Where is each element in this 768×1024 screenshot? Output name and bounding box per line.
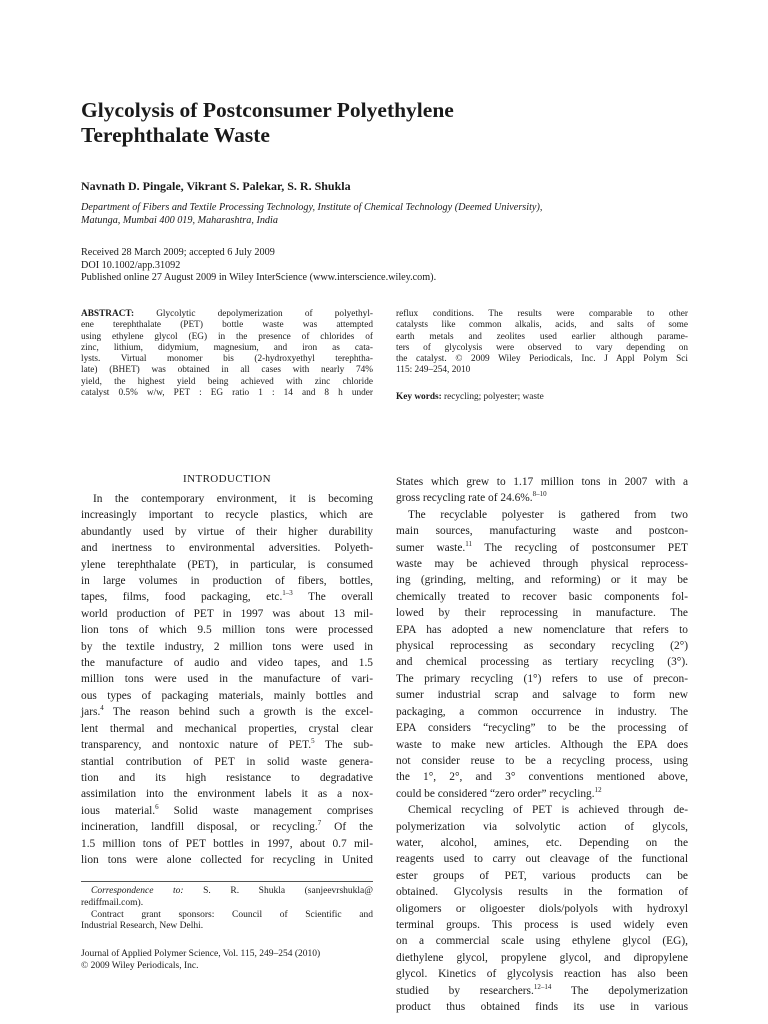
abstract-line: earth metals and zeolites used earlier although parame-	[396, 331, 688, 342]
footnote-line: Contract grant sponsors: Council of Scientific and	[91, 909, 373, 920]
body-line: jars.$^4$ The reason behind such a growth is the excel-	[81, 704, 373, 719]
body-line: could be considered “zero order” recycling.$^{12}$	[396, 785, 602, 800]
body-line: ious material.$^6$ Solid waste management comprises	[81, 802, 374, 817]
section-heading-introduction: INTRODUCTION	[183, 473, 271, 485]
correspondence-footnote	[81, 881, 373, 933]
keywords-label: Key words:	[396, 392, 442, 402]
footnote-line: rediffmail.com).	[81, 897, 144, 908]
body-line: abundantly used by virtue of their higher durability	[81, 525, 373, 538]
body-line: the manufacture of audio and video tapes, and 1.5	[81, 657, 373, 670]
journal-citation: Journal of Applied Polymer Science, Vol. 115, 249–254 (2010)	[81, 949, 321, 959]
body-line: EPA considers “recycling” to be the processing of	[396, 722, 688, 735]
body-left-column	[81, 491, 373, 868]
body-line: reagents used to carry out cleavage of the functional	[396, 853, 688, 866]
abstract-right-column	[396, 309, 688, 377]
body-line: increasingly important to recycle plastics, which are	[81, 509, 373, 522]
title-line: Terephthalate Waste	[81, 123, 270, 147]
body-line: assimilation into the environment labels it as a nox-	[81, 788, 373, 801]
body-line: lion tons were alone collected for recycling in United	[81, 853, 373, 866]
body-line: polymerization via solvolytic action of glycols,	[396, 820, 688, 833]
body-line: chemically treated to recover basic components fol-	[396, 590, 688, 603]
article-title	[81, 98, 701, 148]
correspondence-label: Correspondence to:	[91, 886, 184, 896]
author-list: Navnath D. Pingale, Vikrant S. Palekar, S. R. Shukla	[81, 179, 351, 193]
abstract-line: ene terephthalate (PET) bottle waste was attempted	[81, 320, 373, 331]
body-line: million tons were used in the manufacture of vari-	[81, 673, 373, 686]
body-line: sumer industrial scrap and salvage to form new	[396, 689, 688, 702]
body-line: terminal groups. This process is used widely even	[396, 918, 688, 931]
body-line: ester groups of PET, various products can be	[396, 869, 688, 882]
body-line: world production of PET in 1997 was about 13 mil-	[81, 607, 373, 620]
body-line: incineration, landfill disposal, or recycling.$^7$ Of the	[81, 819, 373, 834]
abstract-line: catalyst 0.5% w/w, PET : EG ratio 1 : 14 and 8 h under	[81, 388, 373, 399]
body-line: lion tons of which 9.5 million tons were processed	[81, 624, 373, 637]
abstract-label: ABSTRACT:	[81, 309, 135, 319]
abstract-line: ters of glycolysis were observed to vary depending on	[396, 342, 688, 353]
body-line: 1.5 million tons of PET bottles in 1997, about 0.7 mil-	[81, 837, 373, 850]
journal-footer	[81, 949, 373, 973]
abstract-line: ABSTRACT: Glycolytic depolymerization of polyethyl-	[81, 309, 373, 319]
copyright-line: © 2009 Wiley Periodicals, Inc.	[81, 960, 199, 971]
citation: 11	[465, 539, 472, 548]
affiliation-line: Matunga, Mumbai 400 019, Maharashtra, India	[81, 214, 278, 226]
body-line: waste to make new articles. Although the EPA does	[396, 738, 688, 751]
abstract-line: the catalyst. © 2009 Wiley Periodicals, Inc. J Appl Polym Sci	[396, 354, 688, 365]
abstract-line: 115: 249–254, 2010	[396, 365, 471, 376]
body-line: studied by researchers.$^{12-14}$ The depolymerization	[396, 982, 688, 997]
abstract-line: using ethylene glycol (EG) in the presence of chlorides of	[81, 331, 373, 342]
body-line: sumer waste.$^{11}$ The recycling of postconsumer PET	[396, 539, 688, 554]
published-line: Published online 27 August 2009 in Wiley InterScience (www.interscience.wiley.com).	[81, 272, 437, 283]
body-line: packaging, a common occurrence in industry. The	[396, 705, 688, 718]
body-line: EPA has adopted a new nomenclature that refers to	[396, 623, 688, 636]
body-line: lowed by their reprocessing in manufacture. The	[396, 607, 688, 620]
title-line: Glycolysis of Postconsumer Polyethylene	[81, 98, 454, 122]
abstract-line: lysts. Virtual monomer bis (2-hydroxyethyl terephtha-	[81, 354, 373, 365]
body-line: The primary recycling (1°) refers to use of precon-	[396, 672, 688, 685]
body-line: waste may be achieved through physical reprocess-	[396, 558, 688, 571]
citation: 12–14	[533, 982, 552, 991]
citation: 1–3	[282, 589, 293, 598]
body-line: ing (grinding, melting, and reforming) or it may be	[396, 574, 688, 587]
affiliation	[81, 202, 701, 227]
body-line: diethylene glycol, propylene glycol, and dipropylene	[396, 951, 688, 964]
keywords-text: recycling; polyester; waste	[441, 392, 544, 402]
body-line: in large volumes in production of fibers, bottles,	[81, 575, 373, 588]
body-line: product thus obtained finds its use in various	[396, 1001, 688, 1013]
abstract-line: late) (BHET) was obtained in all cases with nearly 74%	[81, 365, 373, 376]
body-line: gross recycling rate of 24.6%.$^{8-10}$	[396, 490, 547, 505]
body-line: The recyclable polyester is gathered from two	[408, 508, 688, 521]
citation: 5	[311, 737, 315, 746]
abstract-line: reflux conditions. The results were comparable to other	[396, 309, 688, 319]
body-line: glycol. Kinetics of glycolysis reaction has also been	[396, 968, 688, 981]
body-line: physical reprocessing as secondary recycling (2°)	[396, 640, 688, 653]
citation: 4	[100, 704, 104, 713]
body-line: tapes, films, food packaging, etc.$^{1-3}$ The overall	[81, 589, 373, 604]
affiliation-line: Department of Fibers and Textile Processing Technology, Institute of Chemical Technology (Deemed University),	[81, 202, 543, 213]
publication-history	[81, 247, 701, 285]
body-line: water, alcohol, amines, etc. Depending on the	[396, 836, 688, 849]
citation: 7	[317, 819, 322, 828]
citation: 12	[594, 785, 602, 794]
received-line: Received 28 March 2009; accepted 6 July 2009	[81, 247, 275, 258]
citation: 8–10	[532, 490, 547, 499]
abstract-line: catalysts like common alkalis, acids, and salts of some	[396, 320, 688, 331]
abstract-line: zinc, lithium, didymium, magnesium, and iron as cata-	[81, 342, 373, 353]
body-line: tion and its high resistance to degradative	[81, 771, 373, 784]
body-right-column	[396, 474, 688, 1015]
footnote-line: Industrial Research, New Delhi.	[81, 921, 204, 932]
body-line: In the contemporary environment, it is becoming	[93, 493, 373, 505]
body-line: lent thermal and mechanical properties, crystal clear	[81, 722, 373, 735]
body-line: oligomers or oligoester diols/polyols with hydroxyl	[396, 902, 688, 915]
body-line: States which grew to 1.17 million tons in 2007 with a	[396, 476, 688, 488]
footnote-line: Correspondence to: S. R. Shukla (sanjeevrshukla@	[91, 886, 374, 896]
body-line: by the textile industry, 2 million tons were used in	[81, 640, 373, 653]
body-line: not consider reuse to be a recycling process, using	[396, 754, 688, 767]
keywords	[396, 392, 544, 402]
body-line: the 1°, 2°, and 3° conventions mentioned above,	[396, 771, 688, 784]
body-line: ylene terephthalate (PET), in particular, is consumed	[81, 558, 373, 571]
citation: 6	[155, 802, 159, 811]
abstract-left-column	[81, 309, 373, 399]
body-line: stantial contribution of PET in solid waste genera-	[81, 755, 373, 768]
body-line: main sources, manufacturing waste and postcon-	[396, 525, 688, 538]
body-line: transparency, and nontoxic nature of PET.$^5$ The sub-	[81, 737, 373, 752]
body-line: and chemical processing as tertiary recycling (3°).	[396, 656, 688, 669]
body-line: ous types of packaging materials, mainly bottles and	[81, 689, 373, 702]
body-line: on a commercial scale using ethylene glycol (EG),	[396, 935, 688, 948]
doi-line: DOI 10.1002/app.31092	[81, 259, 181, 271]
abstract-line: yield, the highest yield being achieved with zinc chloride	[81, 376, 373, 387]
body-line: and inertness to environmental adversities. Polyeth-	[81, 542, 373, 555]
body-line: obtained. Glycolysis results in the formation of	[396, 886, 688, 899]
body-line: Chemical recycling of PET is achieved through de-	[408, 804, 688, 817]
